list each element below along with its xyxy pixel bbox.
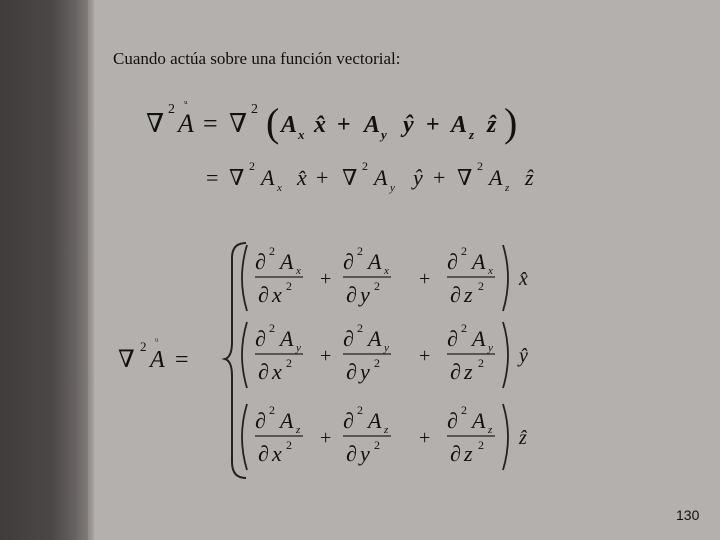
partial-symbol: ∂ bbox=[343, 326, 354, 351]
unit-vector-z: ẑ bbox=[487, 112, 497, 138]
variable-z: z bbox=[464, 359, 473, 384]
partial-symbol: ∂ bbox=[258, 282, 269, 307]
variable-y: y bbox=[360, 441, 370, 466]
plus-sign: + bbox=[320, 427, 332, 449]
partial-symbol: ∂ bbox=[255, 326, 266, 351]
superscript-2: 2 bbox=[461, 244, 467, 258]
partial-symbol: ∂ bbox=[343, 408, 354, 433]
partial-symbol: ∂ bbox=[450, 441, 461, 466]
component-A: A bbox=[280, 249, 294, 274]
partial-symbol: ∂ bbox=[346, 282, 357, 307]
subscript-x: x bbox=[488, 265, 493, 277]
unit-vector-y: ŷ bbox=[403, 112, 414, 138]
plus-sign: + bbox=[419, 427, 431, 449]
open-paren: ( bbox=[266, 100, 280, 145]
subscript-y: y bbox=[381, 127, 387, 142]
partial-symbol: ∂ bbox=[255, 249, 266, 274]
component-A: A bbox=[368, 326, 382, 351]
plus-sign: + bbox=[433, 165, 446, 190]
variable-y: y bbox=[360, 359, 370, 384]
variable-x: x bbox=[272, 282, 282, 307]
subscript-y: y bbox=[390, 182, 395, 194]
superscript-2: 2 bbox=[286, 356, 292, 370]
partial-symbol: ∂ bbox=[450, 282, 461, 307]
partial-symbol: ∂ bbox=[258, 441, 269, 466]
plus-sign: + bbox=[337, 112, 351, 138]
superscript-2: 2 bbox=[249, 159, 255, 173]
variable-z: z bbox=[464, 441, 473, 466]
unit-vector-x: x̂ bbox=[297, 165, 307, 190]
close-paren: ) bbox=[504, 100, 518, 145]
superscript-2: 2 bbox=[357, 321, 363, 335]
component-A: A bbox=[451, 112, 468, 138]
subscript-x: x bbox=[277, 182, 282, 194]
subscript-y: y bbox=[384, 342, 389, 354]
partial-symbol: ∂ bbox=[346, 441, 357, 466]
equals-sign: = bbox=[206, 165, 219, 190]
superscript-2: 2 bbox=[374, 356, 380, 370]
nabla-symbol: ∇ bbox=[342, 165, 358, 190]
component-A: A bbox=[368, 408, 382, 433]
superscript-2: 2 bbox=[140, 339, 147, 354]
unit-vector-x: x̂ bbox=[314, 112, 326, 138]
equals-sign: = bbox=[175, 347, 189, 373]
variable-x: x bbox=[272, 441, 282, 466]
unit-vector-y: ŷ bbox=[413, 165, 423, 190]
equation-line-1 bbox=[146, 98, 517, 145]
superscript-2: 2 bbox=[478, 438, 484, 452]
unit-vector-y: ŷ bbox=[519, 345, 528, 367]
row-open-paren bbox=[242, 404, 247, 470]
partial-symbol: ∂ bbox=[255, 408, 266, 433]
component-A: A bbox=[472, 326, 486, 351]
superscript-2: 2 bbox=[374, 279, 380, 293]
subscript-z: z bbox=[384, 424, 389, 436]
variable-z: z bbox=[464, 282, 473, 307]
component-A: A bbox=[472, 249, 486, 274]
matrix-row bbox=[242, 244, 528, 311]
partial-symbol: ∂ bbox=[258, 359, 269, 384]
component-A: A bbox=[472, 408, 486, 433]
partial-symbol: ∂ bbox=[450, 359, 461, 384]
subscript-y: y bbox=[488, 342, 493, 354]
plus-sign: + bbox=[426, 112, 440, 138]
plus-sign: + bbox=[419, 268, 431, 290]
subscript-x: x bbox=[296, 265, 301, 277]
superscript-2: 2 bbox=[461, 403, 467, 417]
variable-x: x bbox=[272, 359, 282, 384]
partial-symbol: ∂ bbox=[447, 326, 458, 351]
row-close-paren bbox=[503, 245, 508, 311]
vector-A: A bbox=[150, 347, 165, 373]
superscript-2: 2 bbox=[251, 102, 258, 117]
superscript-2: 2 bbox=[286, 438, 292, 452]
superscript-2: 2 bbox=[286, 279, 292, 293]
plus-sign: + bbox=[316, 165, 329, 190]
superscript-2: 2 bbox=[269, 321, 275, 335]
component-A: A bbox=[364, 112, 381, 138]
component-A: A bbox=[489, 165, 503, 190]
superscript-2: 2 bbox=[269, 403, 275, 417]
nabla-symbol: ∇ bbox=[146, 109, 165, 138]
plus-sign: + bbox=[320, 268, 332, 290]
subscript-z: z bbox=[296, 424, 301, 436]
superscript-2: 2 bbox=[478, 279, 484, 293]
row-open-paren bbox=[242, 245, 247, 311]
matrix-rows bbox=[242, 244, 528, 470]
matrix-row bbox=[242, 403, 527, 470]
superscript-2: 2 bbox=[461, 321, 467, 335]
partial-symbol: ∂ bbox=[447, 249, 458, 274]
superscript-2: 2 bbox=[362, 159, 368, 173]
plus-sign: + bbox=[419, 345, 431, 367]
superscript-2: 2 bbox=[357, 403, 363, 417]
component-A: A bbox=[280, 408, 294, 433]
plus-sign: + bbox=[320, 345, 332, 367]
partial-symbol: ∂ bbox=[343, 249, 354, 274]
superscript-2: 2 bbox=[477, 159, 483, 173]
component-A: A bbox=[368, 249, 382, 274]
variable-y: y bbox=[360, 282, 370, 307]
superscript-2: 2 bbox=[357, 244, 363, 258]
equation-line-3-lhs bbox=[118, 336, 189, 373]
superscript-2: 2 bbox=[478, 356, 484, 370]
superscript-2: 2 bbox=[269, 244, 275, 258]
superscript-2: 2 bbox=[168, 102, 175, 117]
subscript-z: z bbox=[469, 127, 475, 142]
vector-arrow-mark: ᵘ bbox=[155, 336, 159, 347]
subscript-z: z bbox=[488, 424, 493, 436]
superscript-2: 2 bbox=[374, 438, 380, 452]
subscript-x: x bbox=[298, 127, 305, 142]
component-A: A bbox=[374, 165, 388, 190]
subscript-z: z bbox=[505, 182, 510, 194]
component-A: A bbox=[281, 112, 298, 138]
row-close-paren bbox=[503, 322, 508, 388]
partial-symbol: ∂ bbox=[447, 408, 458, 433]
unit-vector-z: ẑ bbox=[525, 165, 534, 190]
page-number: 130 bbox=[676, 507, 700, 523]
nabla-symbol: ∇ bbox=[229, 165, 245, 190]
intro-text: Cuando actúa sobre una función vectorial: bbox=[113, 49, 401, 68]
subscript-x: x bbox=[384, 265, 389, 277]
nabla-symbol: ∇ bbox=[457, 165, 473, 190]
equation-line-2 bbox=[206, 159, 534, 194]
partial-symbol: ∂ bbox=[346, 359, 357, 384]
unit-vector-z: ẑ bbox=[519, 427, 527, 449]
component-A: A bbox=[280, 326, 294, 351]
unit-vector-x: x̂ bbox=[519, 268, 528, 290]
vector-arrow-mark: ᵘ bbox=[184, 98, 188, 110]
matrix-row bbox=[242, 321, 528, 388]
vector-A: A bbox=[178, 109, 194, 138]
nabla-symbol: ∇ bbox=[118, 347, 135, 373]
subscript-y: y bbox=[296, 342, 301, 354]
equals-sign: = bbox=[203, 109, 218, 138]
component-A: A bbox=[261, 165, 275, 190]
row-close-paren bbox=[503, 404, 508, 470]
row-open-paren bbox=[242, 322, 247, 388]
nabla-symbol: ∇ bbox=[229, 109, 248, 138]
